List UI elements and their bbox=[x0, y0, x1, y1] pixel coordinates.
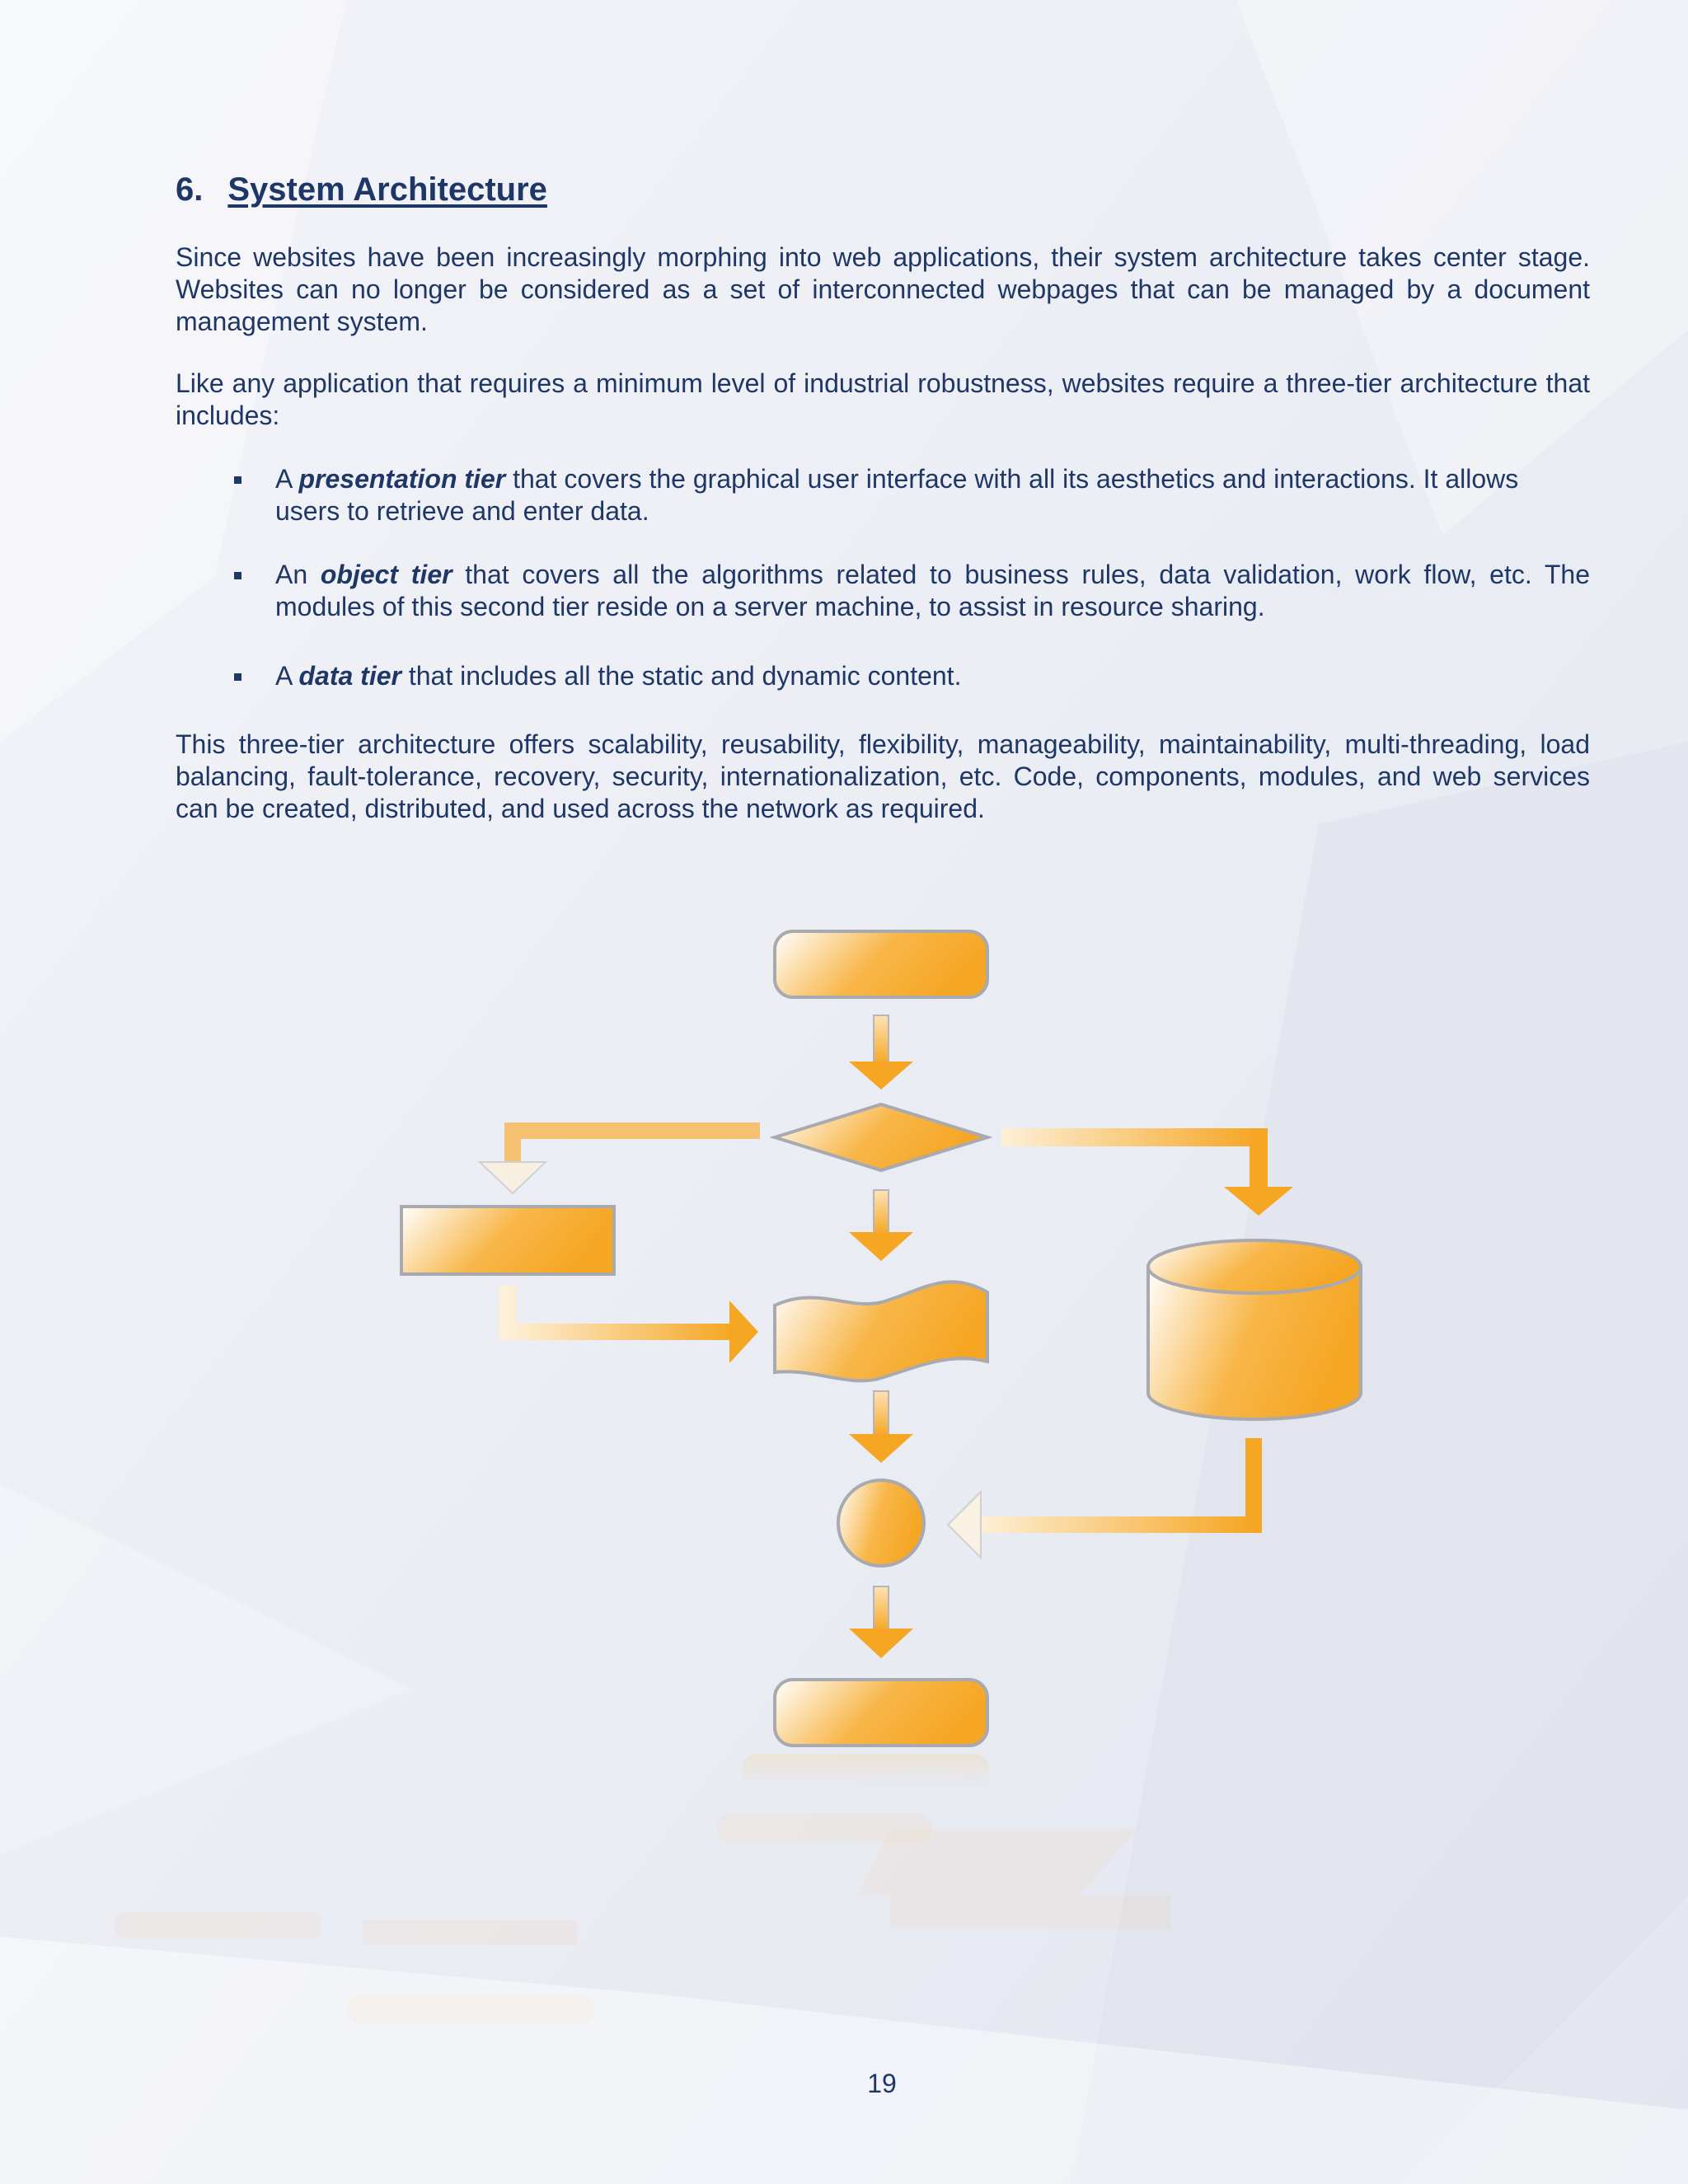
section-number: 6. bbox=[176, 171, 204, 208]
process-box-shape bbox=[401, 1207, 614, 1274]
bullet-term: data tier bbox=[298, 661, 401, 691]
arrow-down-icon bbox=[849, 1190, 913, 1261]
arrow-left-icon bbox=[948, 1438, 1254, 1558]
tier-intro-paragraph: Like any application that requires a minimum level of industrial robustness, websites require a three-tier architecture that includes: bbox=[176, 368, 1590, 430]
arrow-down-icon bbox=[849, 1586, 913, 1658]
bullet-prefix: A bbox=[275, 661, 299, 691]
connector-circle-shape bbox=[838, 1480, 924, 1566]
bullet-text: that covers all the algorithms related to business rules, data validation, work flow, etc. The modules of this second tier reside on a server machine, to assist in resource sharing. bbox=[275, 560, 1591, 621]
bullet-text: that covers the graphical user interface with all its aesthetics and interactions. It allows bbox=[505, 464, 1519, 494]
bullet-text-line2: users to retrieve and enter data. bbox=[275, 496, 649, 526]
start-terminator-shape bbox=[775, 931, 987, 997]
bullet-text: that includes all the static and dynamic content. bbox=[401, 661, 962, 691]
bullet-prefix: An bbox=[275, 560, 321, 589]
database-cylinder-shape bbox=[1148, 1240, 1361, 1419]
arrow-right-branch-icon bbox=[1001, 1137, 1293, 1216]
document-shape bbox=[775, 1282, 987, 1380]
flowchart-reflection bbox=[115, 1754, 1170, 2024]
bullet-term: object tier bbox=[320, 560, 452, 589]
bullet-prefix: A bbox=[275, 464, 299, 494]
end-terminator-shape bbox=[775, 1680, 987, 1746]
benefits-paragraph: This three-tier architecture offers scalability, reusability, flexibility, manageability, maintainability, multi-threading, load balancing, fault-tolerance, recovery, security, internationalization, etc. Code, components, modules, and web services can be created, distributed, and used across the network as required. bbox=[176, 729, 1590, 823]
section-title: System Architecture bbox=[227, 171, 547, 208]
arrow-right-icon bbox=[508, 1286, 758, 1363]
arrow-down-icon bbox=[849, 1391, 913, 1463]
bullet-term: presentation tier bbox=[298, 464, 506, 494]
decision-diamond-shape bbox=[775, 1104, 987, 1170]
arrow-left-branch-icon bbox=[480, 1131, 760, 1193]
intro-paragraph: Since websites have been increasingly morphing into web applications, their system architecture takes center stage. Websites can no longer be considered as a set of interconnected webpages that can be managed by a document management system. bbox=[176, 242, 1590, 336]
arrow-down-icon bbox=[849, 1015, 913, 1090]
page-number: 19 bbox=[867, 2069, 897, 2098]
